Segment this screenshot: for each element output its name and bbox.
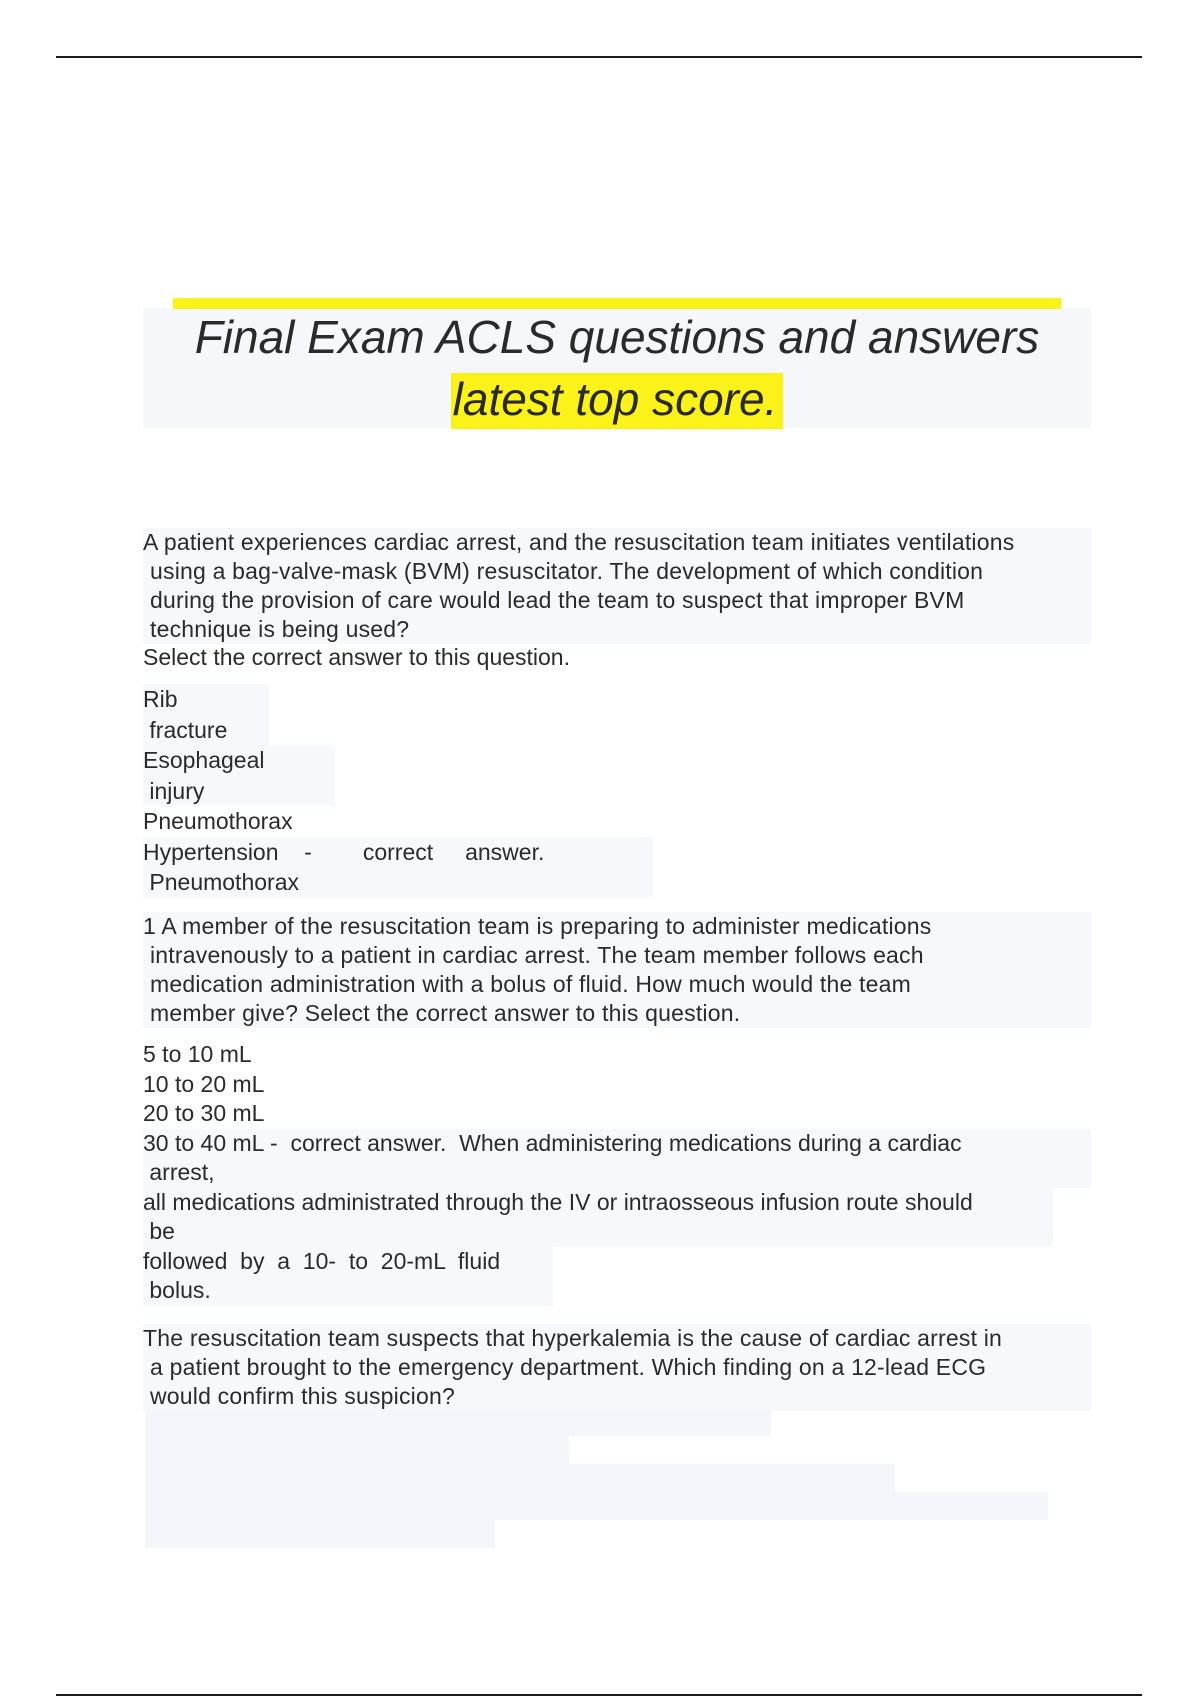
question-3-line: a patient brought to the emergency department. Which finding on a 12-lead ECG bbox=[150, 1354, 987, 1380]
question-1-options bbox=[143, 684, 653, 898]
title-line-1: Final Exam ACLS questions and answers bbox=[194, 311, 1040, 363]
question-2-options bbox=[143, 1040, 1091, 1306]
question-1-stem bbox=[143, 528, 1091, 644]
answer-option: Esophageal bbox=[143, 745, 335, 776]
answer-option-correct: Hypertension - correct answer. bbox=[143, 837, 653, 868]
title-line-2-highlighted: latest top score. bbox=[451, 373, 784, 429]
question-3-stem bbox=[143, 1324, 1091, 1411]
answer-option: Pneumothorax bbox=[143, 867, 653, 898]
answer-explanation-line: all medications administrated through the IV or intraosseous infusion route should bbox=[143, 1188, 1053, 1218]
answer-option: 5 to 10 mL bbox=[143, 1041, 252, 1067]
answer-explanation-line: followed by a 10- to 20-mL fluid bbox=[143, 1247, 553, 1277]
question-2-line: medication administration with a bolus of fluid. How much would the team bbox=[150, 971, 911, 997]
blurred-content-block bbox=[145, 1410, 771, 1436]
answer-explanation-line: be bbox=[143, 1217, 1053, 1247]
answer-explanation-line: arrest, bbox=[143, 1158, 1091, 1188]
blurred-content-block bbox=[145, 1492, 1048, 1520]
answer-option: injury bbox=[143, 776, 335, 807]
question-2-line: intravenously to a patient in cardiac arrest. The team member follows each bbox=[150, 942, 924, 968]
blurred-content-block bbox=[145, 1436, 569, 1464]
answer-option: 20 to 30 mL bbox=[143, 1100, 265, 1126]
blurred-content-block bbox=[145, 1520, 495, 1548]
header-rule bbox=[56, 56, 1142, 58]
answer-option: fracture bbox=[143, 715, 269, 746]
question-1-line: technique is being used? bbox=[150, 616, 410, 642]
question-3-line: The resuscitation team suspects that hyperkalemia is the cause of cardiac arrest in bbox=[143, 1325, 1003, 1351]
answer-explanation-line: bolus. bbox=[143, 1276, 553, 1306]
question-2-line: 1 A member of the resuscitation team is preparing to administer medications bbox=[143, 913, 932, 939]
question-1-prompt: Select the correct answer to this question. bbox=[143, 644, 570, 670]
answer-option: Rib bbox=[143, 684, 269, 715]
document-title bbox=[143, 306, 1091, 430]
question-2-stem bbox=[143, 912, 1091, 1028]
question-1-line: using a bag-valve-mask (BVM) resuscitator. The development of which condition bbox=[150, 558, 984, 584]
answer-option-correct: 30 to 40 mL - correct answer. When administering medications during a cardiac bbox=[143, 1129, 1091, 1159]
question-1-line: during the provision of care would lead the team to suspect that improper BVM bbox=[150, 587, 965, 613]
answer-option: 10 to 20 mL bbox=[143, 1070, 265, 1097]
question-2-line: member give? Select the correct answer to this question. bbox=[150, 1000, 741, 1026]
question-3-line: would confirm this suspicion? bbox=[150, 1383, 455, 1409]
footer-rule bbox=[56, 1694, 1142, 1696]
answer-option: Pneumothorax bbox=[143, 808, 293, 834]
question-1-line: A patient experiences cardiac arrest, and the resuscitation team initiates ventilations bbox=[143, 529, 1015, 555]
blurred-content-block bbox=[145, 1464, 895, 1492]
